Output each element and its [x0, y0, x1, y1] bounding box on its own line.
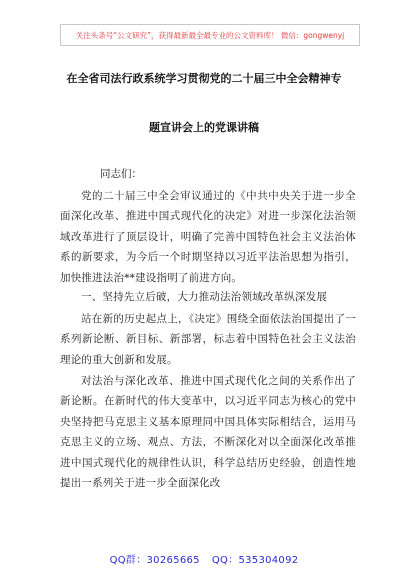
- promo-banner: 关注头条号“公文研究”，获得最新最全最专业的公文资料库！ 微信：gongwenyj: [60, 24, 360, 46]
- paragraph-3: 对法治与深化改革、推进中国式现代化之间的关系作出了新论断。在新时代的伟大变革中，以习近平同志为核心的党中央坚持把马克思主义基本原理同中国具体实际相结合，运用马克思主义的立场、观点、方法，不断深化对以全面深化改革推进中国式现代化的规律性认识，科学总结历史经验，创造性地提出一系列关于进一步全面深化改: [60, 375, 356, 490]
- contact-footer: [0, 551, 408, 566]
- document-title-line-1: 在全省司法行政系统学习贯彻党的二十届三中全会精神专: [66, 72, 342, 85]
- qq-number: QQ：535304092: [211, 555, 299, 566]
- greeting: 同志们：: [100, 168, 142, 180]
- paragraph-2: 站在新的历史起点上，《决定》围绕全面依法治国提出了一系列新论断、新目标、新部署，标志着中国特色社会主义法治理论的重大创新和发展。: [60, 313, 356, 366]
- paragraph-intro: 党的二十届三中全会审议通过的《中共中央关于进一步全面深化改革、推进中国式现代化的决定》对进一步深化法治领域改革进行了顶层设计，明确了完善中国特色社会主义法治体系的新要求，为今后一个时期坚持以习近平法治思想为指引，加快推进法治**建设指明了前进方向。: [60, 190, 356, 284]
- document-title-line-2: 题宣讲会上的党课讲稿: [149, 121, 259, 134]
- qq-group: QQ群：30265665: [109, 555, 200, 566]
- section-heading-1: 一、坚持先立后破，大力推动法治领域改革纵深发展: [81, 291, 328, 303]
